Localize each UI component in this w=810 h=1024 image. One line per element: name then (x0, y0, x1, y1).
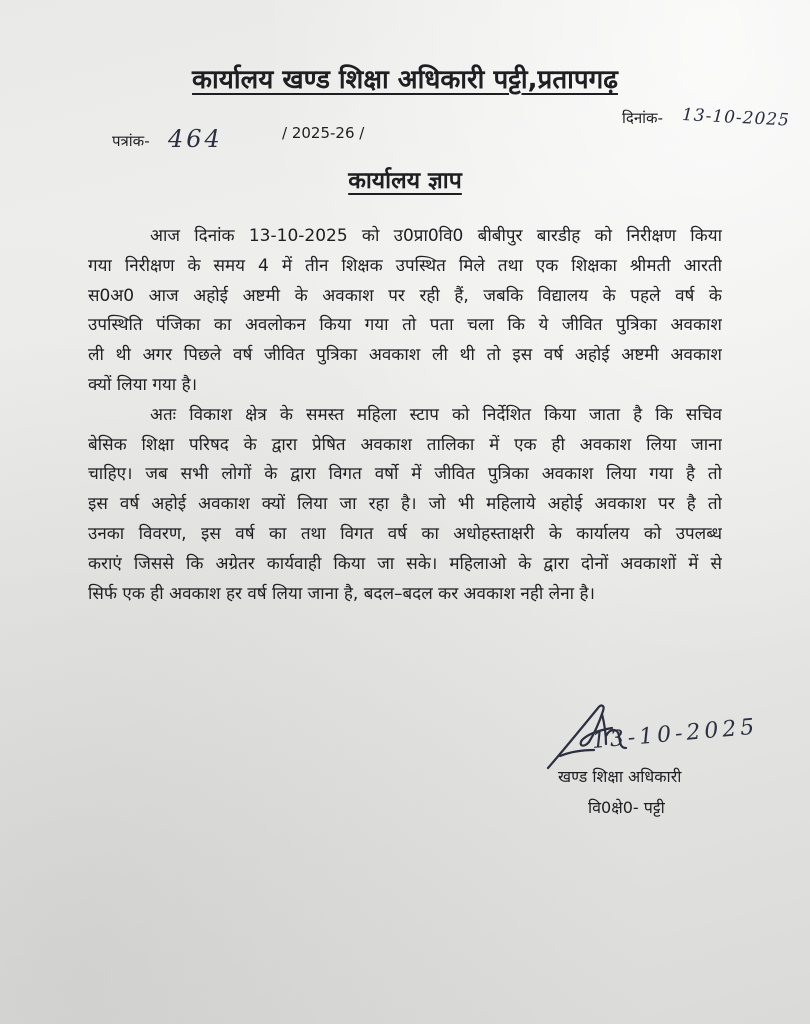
paragraph (88, 401, 722, 610)
paragraph (88, 222, 722, 401)
paragraph-line: स0अ0 आज अहोई अष्टमी के अवकाश पर रही हैं, जबकि विद्यालय के पहले वर्ष के (88, 285, 722, 306)
paragraph-line: बेसिक शिक्षा परिषद के द्वारा प्रेषित अवकाश तालिका में एक ही अवकाश लिया जाना (88, 434, 722, 455)
paragraph-line: गया निरीक्षण के समय 4 में तीन शिक्षक उपस्थित मिले तथा एक शिक्षका श्रीमती आरती (88, 255, 722, 276)
date-label: दिनांक- (622, 109, 663, 127)
signer-designation: खण्ड शिक्षा अधिकारी (558, 767, 682, 786)
paragraph-line: अतः विकाश क्षेत्र के समस्त महिला स्टाप को निर्देशित किया जाता है कि सचिव (150, 404, 722, 425)
paragraph-line: आज दिनांक 13-10-2025 को उ0प्रा0वि0 बीबीपुर बारडीह को निरीक्षण किया (150, 226, 722, 246)
paragraph-line: उपस्थिति पंजिका का अवलोकन किया गया तो पता चला कि ये जीवित पुत्रिका अवकाश (88, 315, 722, 336)
session-label: / 2025-26 / (282, 124, 365, 142)
paragraph-line: क्यों लिया गया है। (88, 374, 198, 395)
signer-office: वि0क्षे0- पट्टी (588, 798, 665, 817)
paragraph-line: इस वर्ष अहोई अवकाश क्यों लिया जा रहा है। जो भी महिलाये अहोई अवकाश पर है तो (88, 494, 722, 515)
memo-body (88, 222, 722, 609)
reference-number-label: पत्रांक- (112, 132, 150, 150)
paragraph-line: सिर्फ एक ही अवकाश हर वर्ष लिया जाना है, बदल–बदल कर अवकाश नही लेना है। (88, 583, 595, 604)
paragraph-line: उनका विवरण, इस वर्ष का तथा विगत वर्ष का अधोहस्ताक्षरी के कार्यालय को उपलब्ध (88, 523, 722, 544)
signature-date: 13-10-2025 (590, 714, 760, 754)
office-title: कार्यालय खण्ड शिक्षा अधिकारी पट्टी,प्रतापगढ़ (192, 65, 618, 95)
paragraph-line: कराएं जिससे कि अग्रेतर कार्यवाही किया जा सके। महिलाओ के द्वारा दोनों अवकाशों में से (88, 553, 722, 574)
memo-heading: कार्यालय ज्ञाप (348, 168, 462, 194)
paragraph-line: ली थी अगर पिछले वर्ष जीवित पुत्रिका अवकाश ली थी तो इस वर्ष अहोई अष्टमी अवकाश (88, 345, 722, 366)
reference-number: 464 (168, 125, 223, 153)
paragraph-line: चाहिए। जब सभी लोगों के द्वारा विगत वर्षो में जीवित पुत्रिका अवकाश लिया गया है तो (88, 464, 722, 485)
date-value: 13-10-2025 (681, 105, 791, 131)
